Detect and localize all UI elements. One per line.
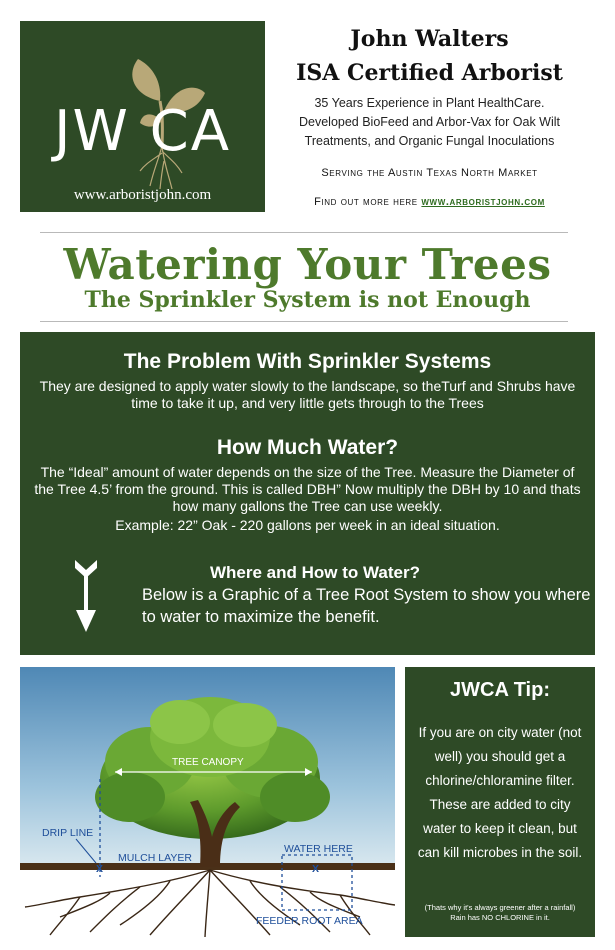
tree-illustration: [20, 667, 395, 937]
drip-mark: X: [96, 863, 104, 875]
problem-text: They are designed to apply water slowly to the landscape, so theTurf and Shrubs have time to take it up, and very little gets through to the Trees: [39, 378, 576, 411]
problem-heading: The Problem With Sprinkler Systems: [123, 350, 492, 373]
logo-panel: [20, 21, 265, 212]
how-much-example: Example: 22” Oak - 220 gallons per week in an ideal situation.: [115, 517, 500, 533]
tip-panel: [405, 667, 595, 937]
canopy-label: TREE CANOPY: [172, 757, 244, 768]
tree-root-diagram: [20, 667, 395, 937]
feeder-root-label: FEEDER ROOT AREA: [256, 915, 363, 927]
certification-title: ISA Certified Arborist: [296, 60, 563, 86]
find-out-more: [272, 196, 587, 208]
tip-footnote: [413, 903, 587, 923]
page-subtitle: The Sprinkler System is not Enough: [84, 287, 531, 313]
down-arrow-icon: [72, 558, 100, 634]
water-mark: X: [312, 863, 320, 875]
page-title: Watering Your Trees: [63, 240, 552, 289]
where-text: Below is a Graphic of a Tree Root System to show you where to water to maximize the benefit.: [142, 586, 591, 626]
tip-footnote-line-1: (Thats why it's always greener after a rainfall): [424, 903, 576, 912]
treatments-line: Treatments, and Organic Fungal Inoculations: [304, 134, 555, 148]
divider-bottom: [40, 321, 568, 322]
logo-website[interactable]: www.arboristjohn.com: [73, 187, 212, 203]
how-much-heading: How Much Water?: [216, 436, 399, 459]
logo-wordmark: JW CA: [53, 99, 232, 164]
service-area: Serving the Austin Texas North Market: [321, 167, 538, 179]
info-panel: [20, 332, 595, 655]
find-out-label: Find out more here: [314, 196, 418, 208]
mulch-layer-label: MULCH LAYER: [118, 852, 192, 864]
experience-line: 35 Years Experience in Plant HealthCare.: [314, 96, 545, 110]
tip-body: If you are on city water (not well) you should get a chlorine/chloramine filter. These are added to city water to keep it clean, but can kill microbes in the soil.: [417, 725, 583, 860]
how-much-text: The “Ideal” amount of water depends on the size of the Tree. Measure the Diameter of the Tree 4.5’ from the ground. This is called DBH” Now multiply the DBH by 10 and thats how many gallons the Tree can use weekly.: [34, 464, 581, 514]
water-here-label: WATER HERE: [284, 843, 353, 855]
arborist-name: John Walters: [350, 26, 509, 52]
drip-line-label: DRIP LINE: [42, 827, 94, 839]
tip-title: JWCA Tip:: [450, 679, 550, 701]
where-heading: Where and How to Water?: [210, 563, 420, 582]
tip-footnote-line-2: Rain has NO CHLORINE in it.: [450, 913, 550, 922]
website-link[interactable]: www.arboristjohn.com: [421, 196, 545, 208]
products-line: Developed BioFeed and Arbor-Vax for Oak Wilt: [298, 115, 560, 129]
divider-top: [40, 232, 568, 233]
